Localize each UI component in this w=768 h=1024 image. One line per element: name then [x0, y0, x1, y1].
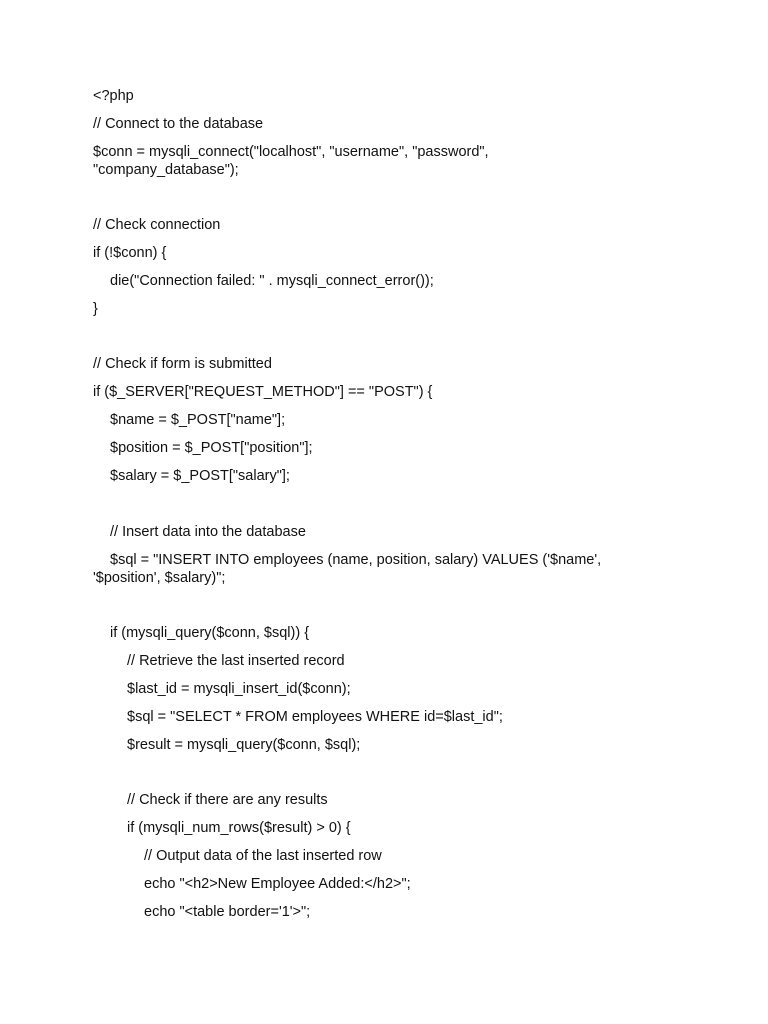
code-line-if-num-rows: if (mysqli_num_rows($result) > 0) {	[127, 820, 351, 836]
code-line-sql-insert-cont: '$position', $salary)";	[93, 570, 226, 586]
code-line-comment-any-results: // Check if there are any results	[127, 792, 328, 808]
code-line-if-not-conn: if (!$conn) {	[93, 245, 167, 261]
code-line-conn-assign-cont: "company_database");	[93, 162, 239, 178]
code-line-close-brace-1: }	[93, 301, 98, 317]
code-line-if-query: if (mysqli_query($conn, $sql)) {	[110, 625, 310, 641]
code-line-if-post: if ($_SERVER["REQUEST_METHOD"] == "POST") {	[93, 384, 433, 400]
code-line-die: die("Connection failed: " . mysqli_connect_error());	[110, 273, 434, 289]
code-line-conn-assign: $conn = mysqli_connect("localhost", "username", "password",	[93, 144, 489, 160]
code-line-comment-form-submitted: // Check if form is submitted	[93, 356, 272, 372]
code-line-last-id: $last_id = mysqli_insert_id($conn);	[127, 681, 351, 697]
code-line-result: $result = mysqli_query($conn, $sql);	[127, 737, 361, 753]
code-line-comment-output: // Output data of the last inserted row	[144, 848, 382, 864]
code-line-sql-select: $sql = "SELECT * FROM employees WHERE id=$last_id";	[127, 709, 503, 725]
code-line-comment-connect: // Connect to the database	[93, 116, 264, 132]
code-line-name: $name = $_POST["name"];	[110, 412, 286, 428]
code-line-comment-check-connection: // Check connection	[93, 217, 221, 233]
code-line-comment-insert: // Insert data into the database	[110, 524, 306, 540]
code-line-comment-retrieve: // Retrieve the last inserted record	[127, 653, 345, 669]
code-line-echo-table: echo "<table border='1'>";	[144, 904, 311, 920]
code-line-echo-h2: echo "<h2>New Employee Added:</h2>";	[144, 876, 411, 892]
code-line-php-open: <?php	[93, 88, 134, 104]
code-line-position: $position = $_POST["position"];	[110, 440, 313, 456]
code-line-salary: $salary = $_POST["salary"];	[110, 468, 290, 484]
code-line-sql-insert: $sql = "INSERT INTO employees (name, position, salary) VALUES ('$name',	[110, 552, 602, 568]
